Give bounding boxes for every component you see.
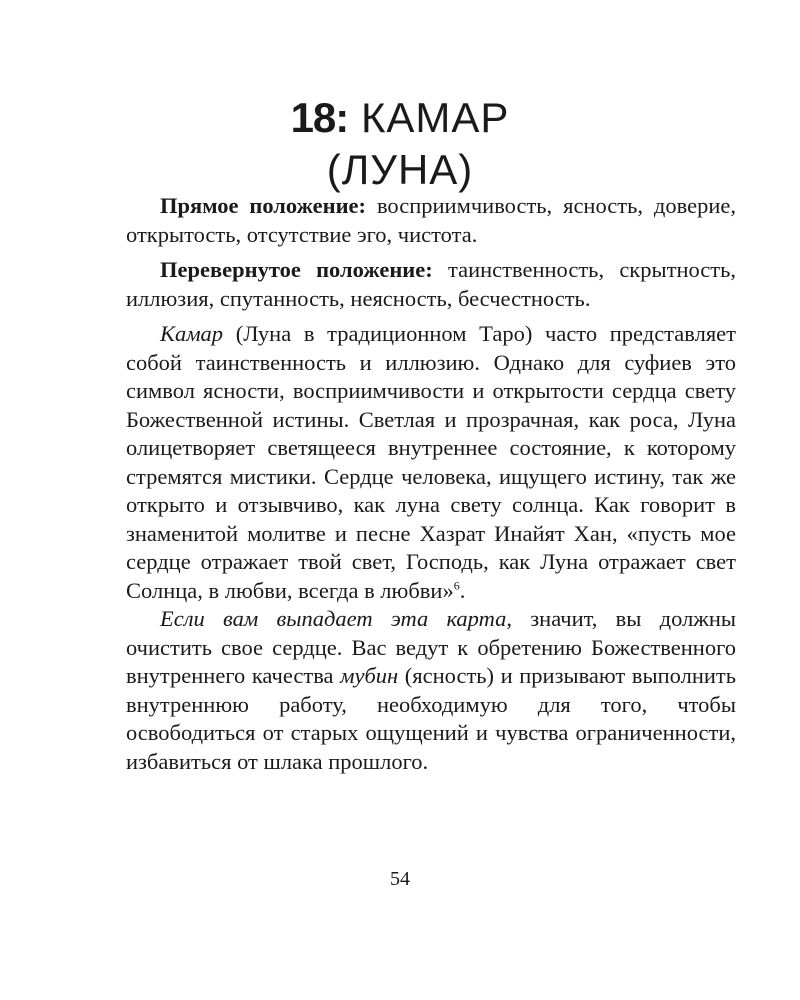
upright-text: восприимчивость, ясность, доверие, открытость, отсутствие эго, чистота.	[126, 193, 736, 247]
description-paragraph	[126, 320, 736, 605]
advice-text-end: (ясность) и призывают выполнить внутреннюю работу, необходимую для того, чтобы освободиться от старых ощущений и чувства ограниченности, избавиться от шлака прошлого.	[126, 663, 736, 774]
reversed-meaning	[126, 256, 736, 313]
advice-lead-italic: Если вам выпадает эта карта,	[160, 606, 513, 631]
reversed-text: таинственность, скрытность, иллюзия, спутанность, неясность, бесчестность.	[126, 257, 736, 311]
chapter-title-line1	[0, 92, 800, 144]
advice-text: значит, вы должны очистить свое сердце. Вас ведут к обретению Божественного внутреннего качества	[126, 606, 736, 688]
card-name-italic: Камар	[160, 321, 224, 346]
chapter-number: 18:	[290, 94, 349, 141]
upright-meaning	[126, 192, 736, 249]
reversed-label: Перевернутое положение:	[160, 257, 433, 282]
page-body	[126, 192, 736, 776]
chapter-title	[0, 92, 800, 196]
chapter-subtitle: (ЛУНА)	[326, 146, 474, 193]
chapter-name: КАМАР	[360, 94, 510, 141]
description-end: .	[459, 577, 466, 603]
page-number: 54	[390, 868, 410, 890]
footnote-marker: 6	[453, 578, 460, 592]
description-text: (Луна в традиционном Таро) часто представляет собой таинственность и иллюзию. Однако для суфиев это символ ясности, восприимчивости и открытости сердца свету Божественной истины. Светлая и прозрачная, как роса, Луна олицетворяет светящееся внутреннее состояние, к которому стремятся мистики. Сердце человека, ищущего истину, так же открыто и отзывчиво, как луна свету солнца. Как говорит в знаменитой молитве и песне Хазрат Инайят Хан, «пусть мое сердце отражает твой свет, Господь, как Луна отражает свет Солнца, в любви, всегда в любви»	[126, 321, 736, 603]
upright-label: Прямое положение:	[160, 193, 367, 218]
advice-paragraph	[126, 605, 736, 776]
advice-term-italic: мубин	[340, 663, 399, 688]
